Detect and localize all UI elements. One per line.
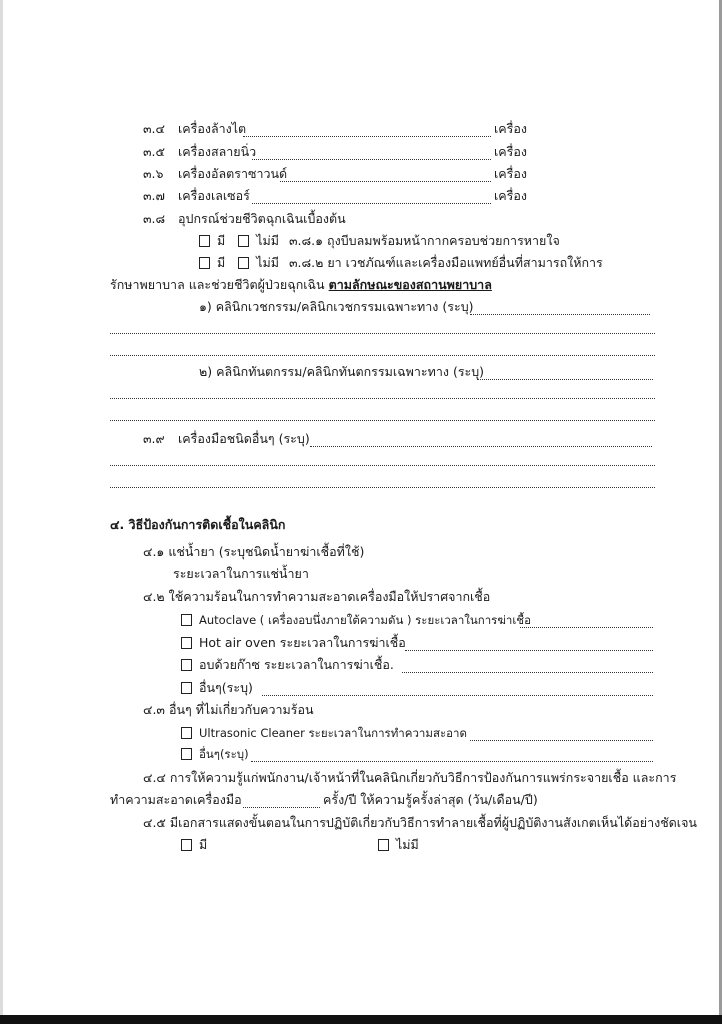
checkbox-gas[interactable] [181,659,192,671]
item-label: เครื่องสลายนิ่ว [178,144,257,159]
section-3-9-label: เครื่องมือชนิดอื่นๆ (ระบุ) [178,431,310,446]
autoclave-label: Autoclave ( เครื่องอบนึ่งภายใต้ความดัน ) ระยะเวลาในการฆ่าเชื้อ [199,613,531,627]
clinic-dental-field[interactable] [477,367,653,380]
count-field[interactable] [252,191,491,204]
unit-label: เครื่อง [494,121,527,136]
clinic-dental-label: ๒) คลินิกทันตกรรม/คลินิกทันตกรรมเฉพาะทาง (ระบุ) [199,364,485,379]
item-4-5-label: ๔.๕ มีเอกสารแสดงขั้นตอนในการปฏิบัติเกี่ยวกับวิธีการทำลายเชื้อที่ผู้ปฏิบัติงานสังเกตเห็นได้อย่างชัดเจน [143,815,697,830]
clinic-medical-line-3[interactable] [110,343,655,356]
emphasis-text: ตามลักษณะของสถานพยาบาล [328,277,492,292]
item-3-8-2-label: ๓.๘.๒ ยา เวชภัณฑ์และเครื่องมือแพทย์อื่นที่สามารถให้การ [289,255,603,270]
option-ultrasonic [181,725,467,741]
checkbox-autoclave[interactable] [181,614,192,626]
checkbox-ultrasonic[interactable] [181,727,192,739]
other-heat-field[interactable] [262,683,653,696]
item-4-1-label: ๔.๑ แช่น้ำยา (ระบุชนิดน้ำยาฆ่าเชื้อที่ใช้) [143,544,365,559]
count-field[interactable] [280,169,491,182]
clinic-medical-label: ๑) คลินิกเวชกรรม/คลินิกเวชกรรมเฉพาะทาง (ระบุ) [199,299,474,314]
checkbox-not-have[interactable] [238,257,249,269]
checkbox-other-nonheat[interactable] [181,748,192,760]
training-prefix: ทำความสะอาดเครื่องมือ [110,792,242,807]
checkbox-not-have[interactable] [238,235,249,247]
item-4-3-label: ๔.๓ อื่นๆ ที่ไม่เกี่ยวกับความร้อน [143,702,314,717]
count-field[interactable] [243,124,491,137]
item-4-4-label: ๔.๔ การให้ความรู้แก่พนักงาน/เจ้าหน้าที่ในคลินิกเกี่ยวกับวิธีการป้องกันการแพร่กระจายเชื้อ และการ [143,770,677,785]
item-number: ๓.๘ [143,211,166,226]
yes-label: มี [199,837,208,852]
no-label: ไม่มี [396,837,419,852]
unit-label: เครื่อง [494,144,527,159]
other-equipment-field[interactable] [310,434,652,447]
option-autoclave [181,612,531,628]
scan-edge-left [0,0,3,1024]
other-heat-label: อื่นๆ(ระบุ) [199,680,253,695]
item-number: ๓.๖ [143,166,164,181]
continuation-text: รักษาพยาบาล และช่วยชีวิตผู้ป่วยฉุกเฉิน [110,277,325,292]
other-equipment-line-3[interactable] [110,475,655,488]
item-4-1-duration-label: ระยะเวลาในการแช่น้ำยา [173,566,309,581]
item-3-8-2-continuation [110,277,492,293]
have-label: มี [217,233,226,248]
hot-air-oven-duration-field[interactable] [405,638,653,651]
count-field[interactable] [252,147,491,160]
checkbox-have[interactable] [199,235,210,247]
item-number: ๓.๗ [143,188,165,203]
unit-label: เครื่อง [494,166,527,181]
clinic-dental-line-3[interactable] [110,408,655,421]
hot-air-oven-label: Hot air oven ระยะเวลาในการฆ่าเชื้อ [199,635,406,650]
checkbox-have[interactable] [199,257,210,269]
not-have-label: ไม่มี [256,233,280,248]
item-4-4-continuation [110,792,242,808]
training-suffix: ครั้ง/ปี ให้ความรู้ครั้งล่าสุด (วัน/เดือน/ปี) [323,792,538,807]
other-nonheat-label: อื่นๆ(ระบุ) [199,747,249,761]
checkbox-other-heat[interactable] [181,682,192,694]
item-label: เครื่องล้างไต [178,121,247,136]
other-equipment-line-2[interactable] [110,453,655,466]
option-row-3-8-1 [199,233,560,249]
clinic-dental-line-2[interactable] [110,386,655,399]
clinic-medical-field[interactable] [470,302,650,315]
option-document-yes [181,837,207,853]
item-number: ๓.๕ [143,144,165,159]
ultrasonic-label: Ultrasonic Cleaner ระยะเวลาในการทำความสะอาด [199,726,467,740]
option-other-nonheat [181,746,249,762]
unit-label: เครื่อง [494,188,527,203]
item-3-8-1-label: ๓.๘.๑ ถุงบีบลมพร้อมหน้ากากครอบช่วยการหายใจ [289,233,560,248]
training-count-field[interactable] [243,795,320,808]
option-other-heat [181,680,253,696]
checkbox-yes[interactable] [181,839,192,851]
item-number: ๓.๙ [143,431,165,446]
ultrasonic-duration-field[interactable] [470,728,653,741]
checkbox-no[interactable] [378,839,389,851]
not-have-label: ไม่มี [256,255,280,270]
have-label: มี [217,255,226,270]
item-4-2-label: ๔.๒ ใช้ความร้อนในการทำความสะอาดเครื่องมือให้ปราศจากเชื้อ [143,589,491,604]
autoclave-duration-field[interactable] [520,615,653,628]
clinic-medical-line-2[interactable] [110,321,655,334]
option-gas [181,657,394,673]
option-hot-air-oven [181,635,406,651]
other-nonheat-field[interactable] [251,749,653,762]
option-document-no [378,837,419,853]
gas-duration-field[interactable] [402,660,653,673]
scan-bottom-edge [0,1015,722,1024]
section-3-8-label: อุปกรณ์ช่วยชีวิตฉุกเฉินเบื้องต้น [178,211,346,226]
item-label: เครื่องเลเซอร์ [178,188,250,203]
section-4-heading: ๔. วิธีป้องกันการติดเชื้อในคลินิก [110,517,286,532]
item-label: เครื่องอัลตราซาวนด์ [178,166,288,181]
item-number: ๓.๔ [143,121,165,136]
option-row-3-8-2 [199,255,603,271]
gas-label: อบด้วยก๊าซ ระยะเวลาในการฆ่าเชื้อ. [199,657,394,672]
checkbox-hot-air-oven[interactable] [181,637,192,649]
